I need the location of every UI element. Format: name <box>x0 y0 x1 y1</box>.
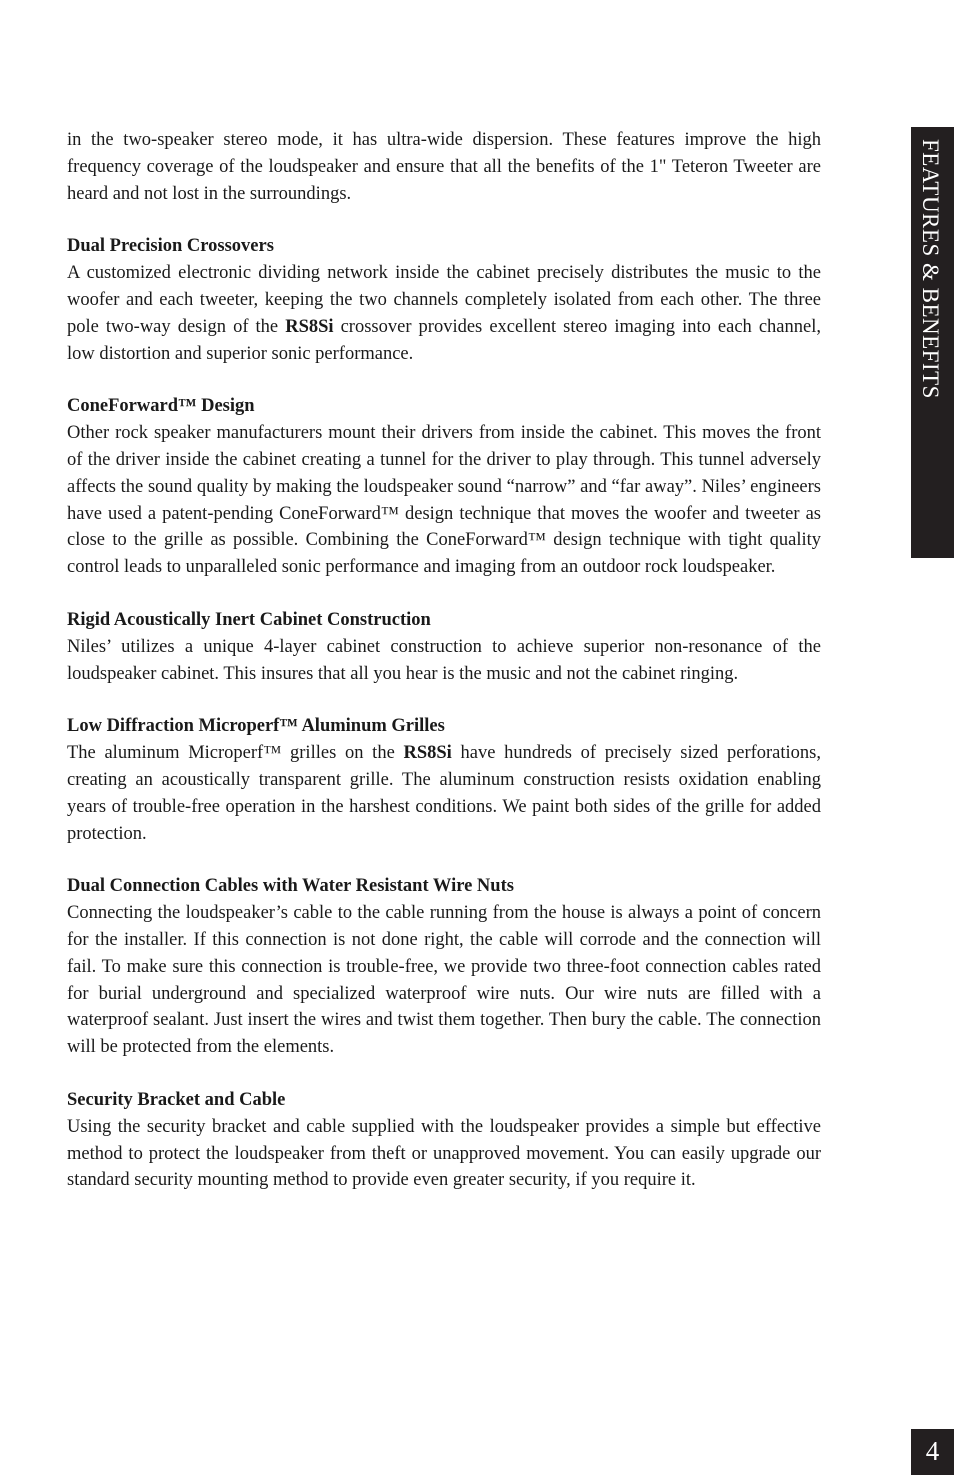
section-heading: Dual Precision Crossovers <box>67 236 274 257</box>
section-body: Other rock speaker manufacturers mount their drivers from inside the cabinet. This moves the front of the driver inside the cabinet creating a tunnel for the driver to play through. This tunnel adversely affects the sound quality by making the loudspeaker sound “narrow” and “far away”. Niles’ engineers have used a patent-pending ConeForward™ design technique that moves the woofer and tweeter as close to the grille as possible. Combining the ConeForward™ design technique with tight quality control leads to unparalleled sonic performance and imaging from an outdoor rock loudspeaker. <box>67 423 821 578</box>
section-heading: ConeForward™ Design <box>67 396 255 417</box>
section-body: Niles’ utilizes a unique 4-layer cabinet construction to achieve superior non-resonance of the loudspeaker cabinet. This insures that all you hear is the music and not the cabinet ringing. <box>67 636 821 684</box>
body-text: have hundreds of precisely sized perforations, creating an acoustically transparent grille. The aluminum construction resists oxidation enabling years of trouble-free operation in the harshest conditions. We paint both sides of the grille for added protection. <box>67 743 821 844</box>
section-dual-precision-crossovers <box>67 233 821 367</box>
body-text: crossover provides excellent stereo imaging into each channel, low distortion and superior sonic performance. <box>67 316 821 364</box>
section-heading: Dual Connection Cables with Water Resistant Wire Nuts <box>67 876 514 897</box>
body-text: The aluminum Microperf™ grilles on the <box>67 743 404 764</box>
intro-paragraph: in the two-speaker stereo mode, it has ultra-wide dispersion. These features improve the high frequency coverage of the loudspeaker and ensure that all the benefits of the 1" Teteron Tweeter are heard and not lost in the surroundings. <box>67 130 821 204</box>
section-dual-connection-cables <box>67 873 821 1061</box>
section-coneforward-design <box>67 393 821 581</box>
section-body: Connecting the loudspeaker’s cable to the cable running from the house is always a point of concern for the installer. If this connection is not done right, the cable will corrode and the connection will fail. To make sure this connection is trouble-free, we provide two three-foot connection cables rated for burial underground and specialized waterproof wire nuts. Our wire nuts are filled with a waterproof sealant. Just insert the wires and twist them together. Then bury the cable. The connection will be protected from the elements. <box>67 903 821 1058</box>
section-body <box>67 740 821 847</box>
product-name: RS8Si <box>285 316 334 337</box>
section-heading: Low Diffraction Microperf™ Aluminum Grilles <box>67 716 445 737</box>
page-number: 4 <box>911 1429 954 1475</box>
section-heading: Security Bracket and Cable <box>67 1089 286 1110</box>
product-name: RS8Si <box>403 743 452 764</box>
side-tab-label: FEATURES & BENEFITS <box>917 139 943 399</box>
section-body <box>67 260 821 367</box>
side-tab-features-benefits <box>911 127 954 558</box>
section-security-bracket <box>67 1087 821 1194</box>
section-rigid-cabinet <box>67 607 821 687</box>
section-body: Using the security bracket and cable supplied with the loudspeaker provides a simple but effective method to protect the loudspeaker from theft or unapproved movement. You can easily upgrade our standard security mounting method to provide even greater security, if you require it. <box>67 1116 821 1191</box>
section-microperf-grilles <box>67 713 821 847</box>
page-content <box>67 127 821 1194</box>
section-heading: Rigid Acoustically Inert Cabinet Construction <box>67 609 431 630</box>
body-text: A customized electronic dividing network inside the cabinet precisely distributes the music to the woofer and each tweeter, keeping the two channels completely isolated from each other. The three pole two-way design of the <box>67 263 821 337</box>
